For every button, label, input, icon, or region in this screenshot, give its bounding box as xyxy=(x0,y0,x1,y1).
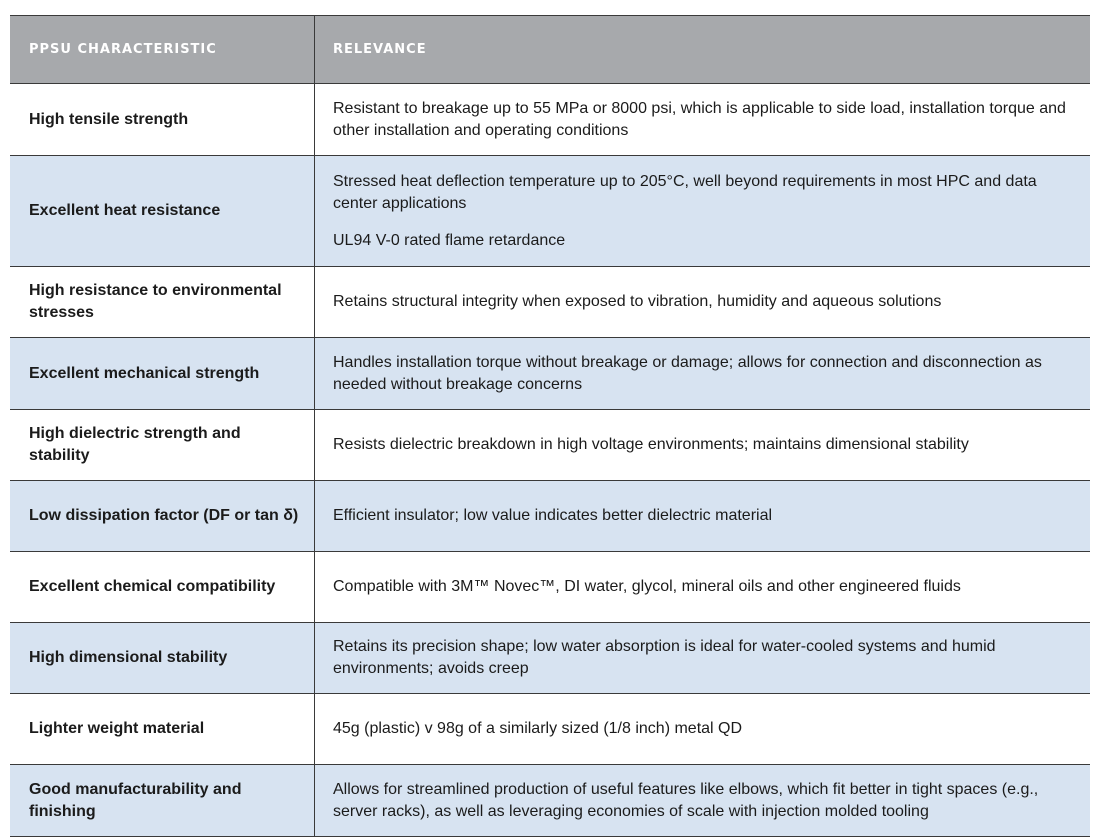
relevance-text: Resistant to breakage up to 55 MPa or 8000 psi, which is applicable to side load, installation torque and other installation and operating conditions xyxy=(333,99,1066,139)
table-row xyxy=(10,338,1090,410)
relevance-cell xyxy=(315,156,1090,266)
relevance-text: Compatible with 3M™ Novec™, DI water, glycol, mineral oils and other engineered fluids xyxy=(333,578,961,595)
header-characteristic: PPSU CHARACTERISTIC xyxy=(10,16,315,83)
relevance-text: Retains structural integrity when exposed to vibration, humidity and aqueous solutions xyxy=(333,293,942,310)
relevance-text: Efficient insulator; low value indicates better dielectric material xyxy=(333,507,773,524)
characteristic-cell: Good manufacturability and finishing xyxy=(10,765,315,836)
characteristic-cell: High tensile strength xyxy=(10,84,315,155)
relevance-text: UL94 V-0 rated flame retardance xyxy=(333,231,566,249)
header-relevance: RELEVANCE xyxy=(333,41,427,57)
characteristic-cell: Lighter weight material xyxy=(10,694,315,764)
table-row xyxy=(10,156,1090,267)
relevance-text: Handles installation torque without breakage or damage; allows for connection and disconnection as needed without breakage concerns xyxy=(333,353,1042,393)
table-row xyxy=(10,481,1090,552)
table-header-row xyxy=(10,15,1090,84)
relevance-text: Retains its precision shape; low water absorption is ideal for water-cooled systems and humid environments; avoids creep xyxy=(333,638,996,677)
table-row xyxy=(10,410,1090,481)
relevance-text: 45g (plastic) v 98g of a similarly sized (1/8 inch) metal QD xyxy=(333,720,743,737)
relevance-cell xyxy=(315,338,1090,409)
table-row xyxy=(10,694,1090,765)
relevance-text: Stressed heat deflection temperature up to 205°C, well beyond requirements in most HPC and data center applications xyxy=(333,172,1037,212)
relevance-cell xyxy=(315,694,1090,764)
relevance-text: Allows for streamlined production of useful features like elbows, which fit better in tight spaces (e.g., server racks), as well as leveraging economies of scale with injection molded tooling xyxy=(333,780,1039,820)
table-row xyxy=(10,267,1090,338)
characteristic-cell: Excellent heat resistance xyxy=(10,156,315,266)
characteristic-cell: Excellent mechanical strength xyxy=(10,338,315,409)
characteristic-cell: High dimensional stability xyxy=(10,623,315,693)
ppsu-characteristics-table xyxy=(10,15,1090,837)
relevance-cell xyxy=(315,267,1090,337)
relevance-text: Resists dielectric breakdown in high voltage environments; maintains dimensional stability xyxy=(333,436,969,453)
relevance-cell xyxy=(315,765,1090,836)
relevance-cell xyxy=(315,410,1090,480)
table-row xyxy=(10,765,1090,837)
relevance-cell xyxy=(315,481,1090,551)
characteristic-cell: Excellent chemical compatibility xyxy=(10,552,315,622)
characteristic-cell: Low dissipation factor (DF or tan δ) xyxy=(10,481,315,551)
relevance-cell xyxy=(315,84,1090,155)
characteristic-cell: High resistance to environmental stresses xyxy=(10,267,315,337)
table-row xyxy=(10,84,1090,156)
characteristic-cell: High dielectric strength and stability xyxy=(10,410,315,480)
relevance-cell xyxy=(315,552,1090,622)
table-row xyxy=(10,552,1090,623)
table-row xyxy=(10,623,1090,694)
relevance-cell xyxy=(315,623,1090,693)
